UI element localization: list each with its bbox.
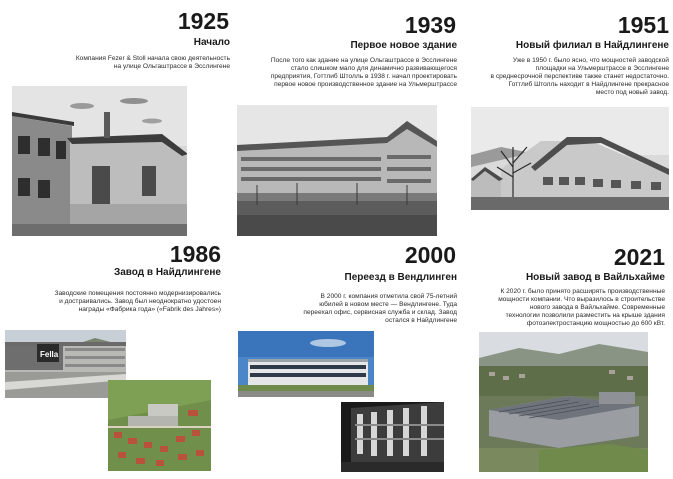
year-1951: 1951 <box>617 12 669 38</box>
photo-2000-office-night <box>341 402 444 472</box>
desc-2000-line: остался в Найдлингене <box>385 317 457 324</box>
desc-1951 <box>491 57 670 97</box>
desc-1951-line: Готтлиб Штолль находит в Найдлингене прекрасное <box>508 81 669 88</box>
desc-1986-line: и достраивались. Завод был неоднократно удостоен <box>59 298 221 305</box>
photo-1939-first-building <box>237 105 437 236</box>
desc-1939 <box>271 57 457 89</box>
desc-1939-line: предприятия, Готтлиб Штолль в 1938 г. начал проектировать <box>270 73 457 80</box>
desc-2000 <box>303 293 457 325</box>
year-1939: 1939 <box>404 12 456 38</box>
year-1986: 1986 <box>169 241 221 267</box>
desc-2021 <box>498 288 665 328</box>
photo-2021-weilheim-plant <box>479 332 648 472</box>
desc-1951-line: Уже в 1950 г. было ясно, что мощностей заводской <box>512 57 669 64</box>
title-1939: Первое новое здание <box>350 40 457 51</box>
year-1925: 1925 <box>177 8 229 34</box>
desc-1951-line: место под новый завод. <box>595 89 669 96</box>
desc-1951-line: площадки на Ульмерштрассе в Эсслингене <box>535 65 669 72</box>
desc-2000-line: юбилей в новом месте — Вендлингене. Туда <box>319 301 457 308</box>
desc-1939-line: первое новое производственное здание на Ульмерштрассе <box>274 81 457 88</box>
desc-1925-line: на улице Ольгаштрассе в Эсслингене <box>113 63 230 70</box>
desc-2021-line: нового завода в Вайльхайме. Современные <box>529 304 665 311</box>
desc-1939-line: После того как здание на улице Ольгаштрассе в Эсслингене <box>270 57 457 64</box>
desc-2021-line: технологии позволили разместить на крыше здания <box>505 312 665 319</box>
desc-1986-line: награды «Фабрика года» («Fabrik des Jahres») <box>78 306 221 313</box>
desc-1939-line: стало слишком мало для динамично развивающегося <box>290 65 457 72</box>
desc-1925-line: Компания Fezer & Stoll начала свою деятельность <box>75 55 230 62</box>
title-1925: Начало <box>193 37 230 48</box>
title-2021: Новый завод в Вайльхайме <box>525 272 665 283</box>
desc-1986 <box>55 290 221 314</box>
title-1986: Завод в Найдлингене <box>113 267 221 278</box>
desc-1951-line: в среднесрочной перспективе также станет недостаточно. <box>490 73 669 80</box>
year-2000: 2000 <box>404 242 456 268</box>
title-1951: Новый филиал в Найдлингене <box>515 40 669 51</box>
factory-logo-sign: Fella <box>40 350 59 359</box>
desc-2021-line: К 2020 г. было принято расширять производственные <box>500 288 665 295</box>
desc-2021-line: мощности компании. Что выразилось в строительстве <box>498 296 665 303</box>
desc-1925 <box>76 55 230 71</box>
desc-2021-line: фотоэлектростанцию мощностью до 600 кВт. <box>526 320 665 327</box>
photo-1951-neidlingen-branch <box>471 107 669 210</box>
photo-1925-workshop <box>12 86 187 236</box>
desc-2000-line: В 2000 г. компания отметила свой 75-летний <box>320 293 457 300</box>
desc-2000-line: переехал офис, сервисная служба и склад. Завод <box>303 309 457 316</box>
desc-1986-line: Заводские помещения постоянно модернизировались <box>54 290 221 297</box>
year-2021: 2021 <box>613 244 665 270</box>
photo-2000-wendlingen-office <box>238 331 374 397</box>
photo-1986-aerial <box>108 380 211 471</box>
title-2000: Переезд в Вендлинген <box>344 272 457 283</box>
